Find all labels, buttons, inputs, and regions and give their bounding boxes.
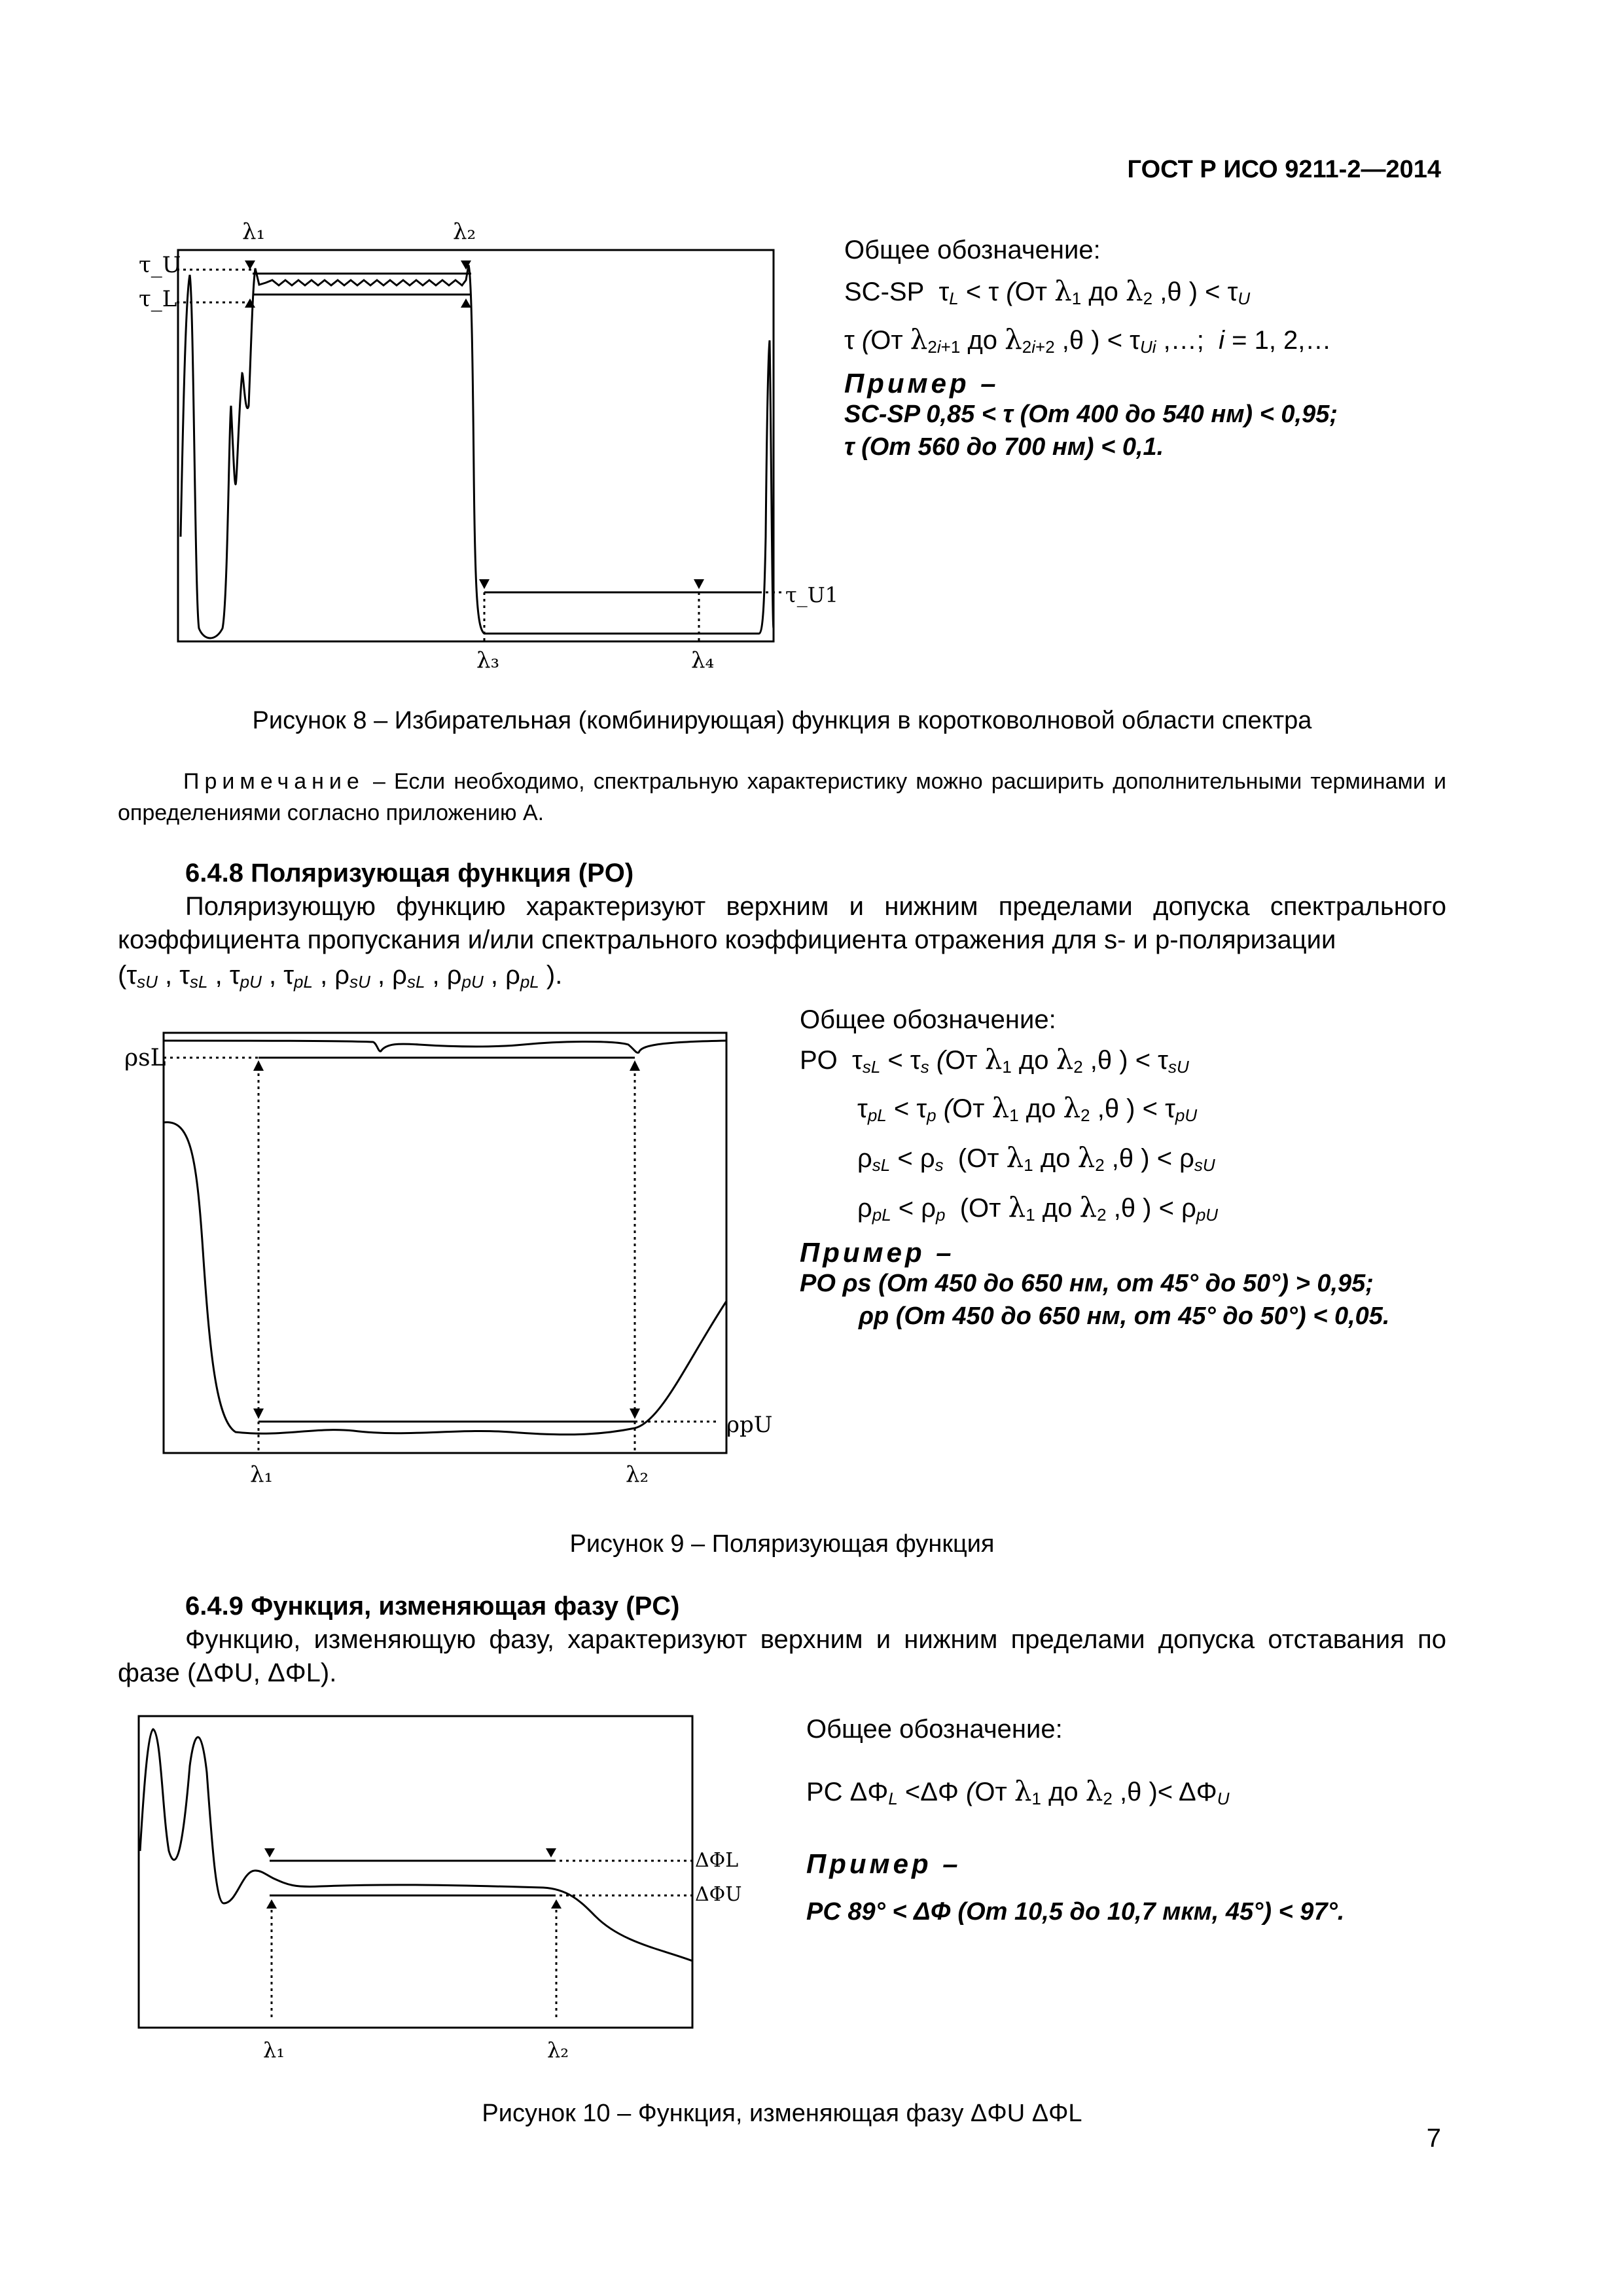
figure-10-plot — [124, 1713, 792, 2080]
fig8-label-tau-u: τ_U — [139, 252, 181, 278]
fig9-example-2: ρp (От 450 до 650 нм, от 45° до 50°) < 0,05. — [859, 1302, 1390, 1330]
figure-10 — [124, 1713, 792, 2080]
fig9-formula-1: PO $\tau_{sL} < \tau_s$ (От $\lambda_1$ до $\lambda_2$ ,θ ) < $\tau_{sU}$ — [800, 1043, 1189, 1077]
fig8-example-heading: Пример – — [844, 368, 999, 399]
section-6-4-8-symbols: ($\tau_{sU}$ , $\tau_{sL}$ , $\tau_{pU}$ , $\tau_{pL}$ , $\rho_{sU}$ , $\rho_{sL}$ , $\rho_{pU}$ , $\rho_{pL}$ ). — [118, 961, 563, 992]
document-header: ГОСТ Р ИСО 9211-2—2014 — [1127, 156, 1441, 183]
page-number: 7 — [1426, 2124, 1441, 2153]
fig9-formula-3: $\rho_{sL} < \rho_s$ (От $\lambda_1$ до $\lambda_2$ ,θ ) < $\rho_{sU}$ — [857, 1141, 1215, 1175]
section-6-4-8-text: Поляризующую функцию характеризуют верхним и нижним пределами допуска спектрального коэффициента пропускания и/или спектрального коэффициента отражения для s- и p-поляризации — [118, 892, 1446, 954]
fig10-example-1: PC 89° < ΔΦ (От 10,5 до 10,7 мкм, 45°) < 97°. — [806, 1898, 1345, 1926]
fig8-label-lambda3: λ₃ — [476, 647, 500, 673]
figure-10-caption: Рисунок 10 – Функция, изменяющая фазу ΔΦU ΔΦL — [482, 2100, 1082, 2127]
section-6-4-9-heading: 6.4.9 Функция, изменяющая фазу (PC) — [185, 1592, 680, 1621]
figure-9-plot — [118, 1021, 785, 1492]
fig10-example-heading: Пример – — [806, 1848, 961, 1879]
fig10-label-lambda1: λ₁ — [263, 2037, 285, 2062]
fig9-formula-2: $\tau_{pL} < \tau_p$ (От $\lambda_1$ до $\lambda_2$ ,θ ) < $\tau_{pU}$ — [857, 1092, 1198, 1125]
fig9-label-lambda2: λ₂ — [626, 1462, 649, 1488]
note-text: – Если необходимо, спектральную характеристику можно расширить дополнительными терминами и определениями согласно приложению А. — [118, 769, 1446, 825]
fig10-label-lambda2: λ₂ — [547, 2037, 569, 2062]
fig8-general-title: Общее обозначение: — [844, 236, 1101, 264]
fig9-formula-4: $\rho_{pL} < \rho_p$ (От $\lambda_1$ до $\lambda_2$ ,θ ) < $\rho_{pU}$ — [857, 1191, 1219, 1225]
figure-9 — [118, 1021, 785, 1492]
fig8-example-1: SC-SP 0,85 < τ (От 400 до 540 нм) < 0,95; — [844, 401, 1338, 428]
fig8-label-lambda1: λ₁ — [242, 219, 266, 245]
fig10-label-dphi-u: ΔΦU — [695, 1883, 742, 1906]
figure-9-caption: Рисунок 9 – Поляризующая функция — [569, 1530, 995, 1558]
fig10-formula-1: PC $\Delta\Phi_L <\Delta\Phi$ (От $\lambda_1$ до $\lambda_2$ ,θ )< $\Delta\Phi_U$ — [806, 1775, 1230, 1808]
fig10-label-dphi-l: ΔΦL — [695, 1849, 739, 1872]
fig9-label-lambda1: λ₁ — [250, 1462, 274, 1488]
section-6-4-9-text: Функцию, изменяющую фазу, характеризуют верхним и нижним пределами допуска отставания по фазе (ΔΦU, ΔΦL). — [118, 1625, 1446, 1687]
figure-8 — [131, 209, 839, 681]
fig9-label-rho-sl: ρsL — [124, 1045, 166, 1071]
fig9-example-1: PO ρs (От 450 до 650 нм, от 45° до 50°) > 0,95; — [800, 1270, 1374, 1297]
fig9-example-heading: Пример – — [800, 1237, 955, 1268]
fig8-example-2: τ (От 560 до 700 нм) < 0,1. — [844, 433, 1164, 461]
figure-8-plot — [131, 209, 839, 681]
note — [118, 766, 1446, 829]
fig9-label-rho-pu: ρpU — [726, 1412, 773, 1438]
fig8-label-tau-l: τ_L — [139, 286, 177, 312]
fig9-general-title: Общее обозначение: — [800, 1005, 1056, 1034]
fig8-label-lambda2: λ₂ — [453, 219, 476, 245]
figure-8-caption: Рисунок 8 – Избирательная (комбинирующая) функция в коротковолновой области спектра — [252, 707, 1312, 734]
section-6-4-8-heading: 6.4.8 Поляризующая функция (PO) — [185, 859, 634, 888]
note-label: Примечание — [183, 769, 365, 794]
fig8-formula-2: τ (От $\lambda_{2i+1}$ до $\lambda_{2i+2}$ ,θ ) < $\tau_{Ui}$ ,…; i = 1, 2,… — [844, 323, 1332, 357]
fig8-label-tau-u1: τ_U1 — [785, 583, 839, 607]
fig8-label-lambda4: λ₄ — [691, 647, 715, 673]
fig10-general-title: Общее обозначение: — [806, 1715, 1063, 1744]
fig8-formula-1: SC-SP $\tau_L < \tau$ (От $\lambda_1$ до $\lambda_2$ ,θ ) < $\tau_U$ — [844, 275, 1251, 308]
